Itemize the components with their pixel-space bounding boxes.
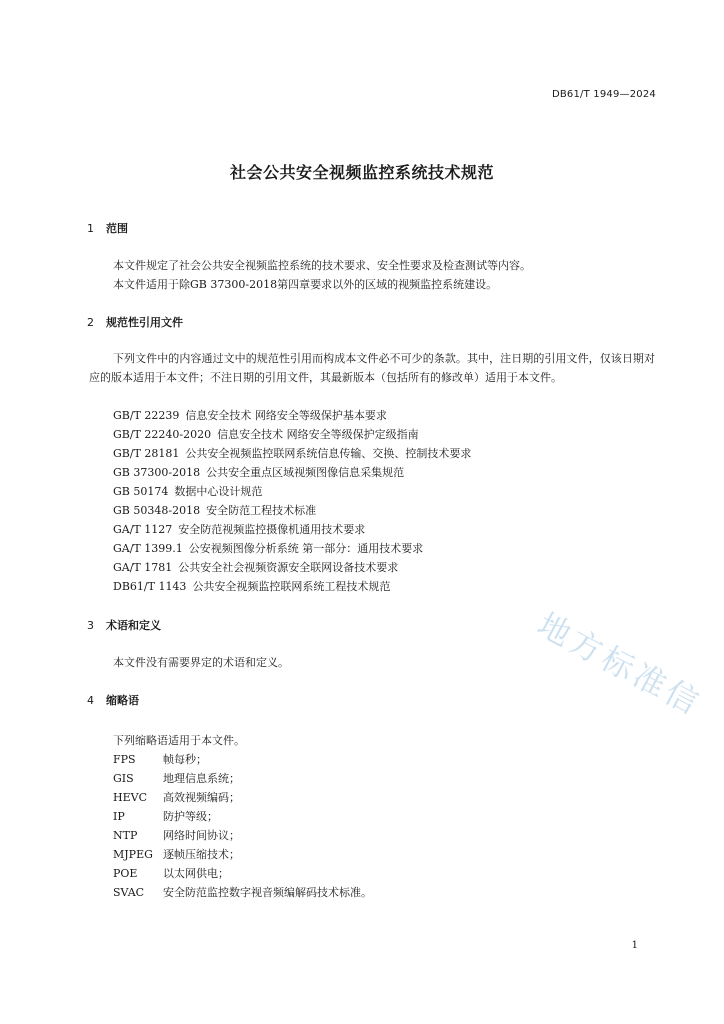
reference-item — [113, 501, 471, 520]
page-number: 1 — [631, 940, 638, 951]
reference-code: GB/T 22239 — [113, 409, 180, 422]
reference-item — [113, 520, 471, 539]
reference-title: 安全防范工程技术标准 — [206, 504, 317, 517]
reference-title: 公共安全视频监控联网系统工程技术规范 — [192, 580, 391, 593]
reference-title: 数据中心设计规范 — [174, 485, 263, 498]
document-title: 社会公共安全视频监控系统技术规范 — [229, 163, 494, 182]
section-number: 3 — [87, 619, 94, 632]
section-title: 范围 — [106, 222, 128, 235]
abbreviation-meaning: 安全防范监控数字视音频编解码技术标准。 — [163, 886, 372, 899]
reference-code: GA/T 1781 — [113, 561, 173, 574]
reference-code: DB61/T 1143 — [113, 580, 187, 593]
section-number: 4 — [87, 694, 94, 707]
section-1-heading — [87, 220, 128, 236]
reference-code: GB 50174 — [113, 485, 169, 498]
abbreviation: GIS — [113, 772, 134, 785]
abbreviation-meaning: 网络时间协议； — [163, 829, 240, 842]
abbreviation-meaning: 地理信息系统； — [163, 772, 240, 785]
abbreviation-row — [113, 883, 372, 902]
watermark-text: 地方标准信 — [531, 605, 709, 724]
abbreviation-meaning: 高效视频编码； — [163, 791, 240, 804]
reference-title: 公安视频图像分析系统 第一部分：通用技术要求 — [188, 542, 424, 555]
section-4-heading — [87, 692, 139, 708]
standard-code: DB61/T 1949—2024 — [551, 89, 656, 100]
abbreviation-row — [113, 845, 372, 864]
abbreviation: FPS — [113, 753, 136, 766]
reference-title: 公共安全社会视频资源安全联网设备技术要求 — [178, 561, 399, 574]
abbreviation-row — [113, 769, 372, 788]
scope-paragraph-1: 本文件规定了社会公共安全视频监控系统的技术要求、安全性要求及检查测试等内容。 — [113, 259, 531, 272]
reference-code: GB 50348-2018 — [113, 504, 201, 517]
reference-title: 安全防范视频监控摄像机通用技术要求 — [178, 523, 366, 536]
reference-item — [113, 425, 471, 444]
reference-code: GA/T 1399.1 — [113, 542, 183, 555]
reference-code: GB/T 22240-2020 — [113, 428, 212, 441]
abbreviation: IP — [113, 810, 125, 823]
section-2-heading — [87, 314, 183, 330]
reference-item — [113, 539, 471, 558]
abbreviation-row — [113, 788, 372, 807]
terms-text: 本文件没有需要界定的术语和定义。 — [113, 656, 289, 669]
scope-paragraph-2: 本文件适用于除GB 37300-2018第四章要求以外的区域的视频监控系统建设。 — [113, 278, 498, 291]
reference-item — [113, 558, 471, 577]
abbreviation: POE — [113, 867, 138, 880]
reference-item — [113, 406, 471, 425]
section-number: 1 — [87, 222, 94, 235]
abbreviation-table — [113, 750, 372, 902]
reference-item — [113, 444, 471, 463]
reference-item — [113, 463, 471, 482]
reference-title: 公共安全视频监控联网系统信息传输、交换、控制技术要求 — [185, 447, 472, 460]
abbreviation: SVAC — [113, 886, 145, 899]
abbreviations-intro: 下列缩略语适用于本文件。 — [113, 734, 245, 747]
abbreviation: NTP — [113, 829, 138, 842]
abbreviation: MJPEG — [113, 848, 153, 861]
abbreviation-meaning: 逐帧压缩技术； — [163, 848, 240, 861]
section-number: 2 — [87, 316, 94, 329]
section-3-heading — [87, 617, 161, 633]
section-title: 缩略语 — [106, 694, 139, 707]
section-title: 术语和定义 — [106, 619, 161, 632]
abbreviation-meaning: 帧每秒； — [163, 753, 207, 766]
reference-code: GB 37300-2018 — [113, 466, 201, 479]
reference-title: 信息安全技术 网络安全等级保护定级指南 — [217, 428, 419, 441]
abbreviation-meaning: 以太网供电； — [163, 867, 229, 880]
references-intro: 下列文件中的内容通过文中的规范性引用而构成本文件必不可少的条款。其中，注日期的引用文件，仅该日期对应的版本适用于本文件；不注日期的引用文件，其最新版本（包括所有的修改单）适用于本文件。 — [89, 352, 655, 384]
section-title: 规范性引用文件 — [106, 316, 183, 329]
abbreviation-row — [113, 750, 372, 769]
abbreviation-meaning: 防护等级； — [163, 810, 218, 823]
reference-list — [113, 406, 471, 596]
abbreviation-row — [113, 864, 372, 883]
reference-code: GA/T 1127 — [113, 523, 173, 536]
reference-code: GB/T 28181 — [113, 447, 180, 460]
reference-title: 信息安全技术 网络安全等级保护基本要求 — [185, 409, 387, 422]
reference-item — [113, 482, 471, 501]
abbreviation: HEVC — [113, 791, 147, 804]
reference-title: 公共安全重点区域视频图像信息采集规范 — [206, 466, 405, 479]
abbreviation-row — [113, 826, 372, 845]
reference-item — [113, 577, 471, 596]
abbreviation-row — [113, 807, 372, 826]
